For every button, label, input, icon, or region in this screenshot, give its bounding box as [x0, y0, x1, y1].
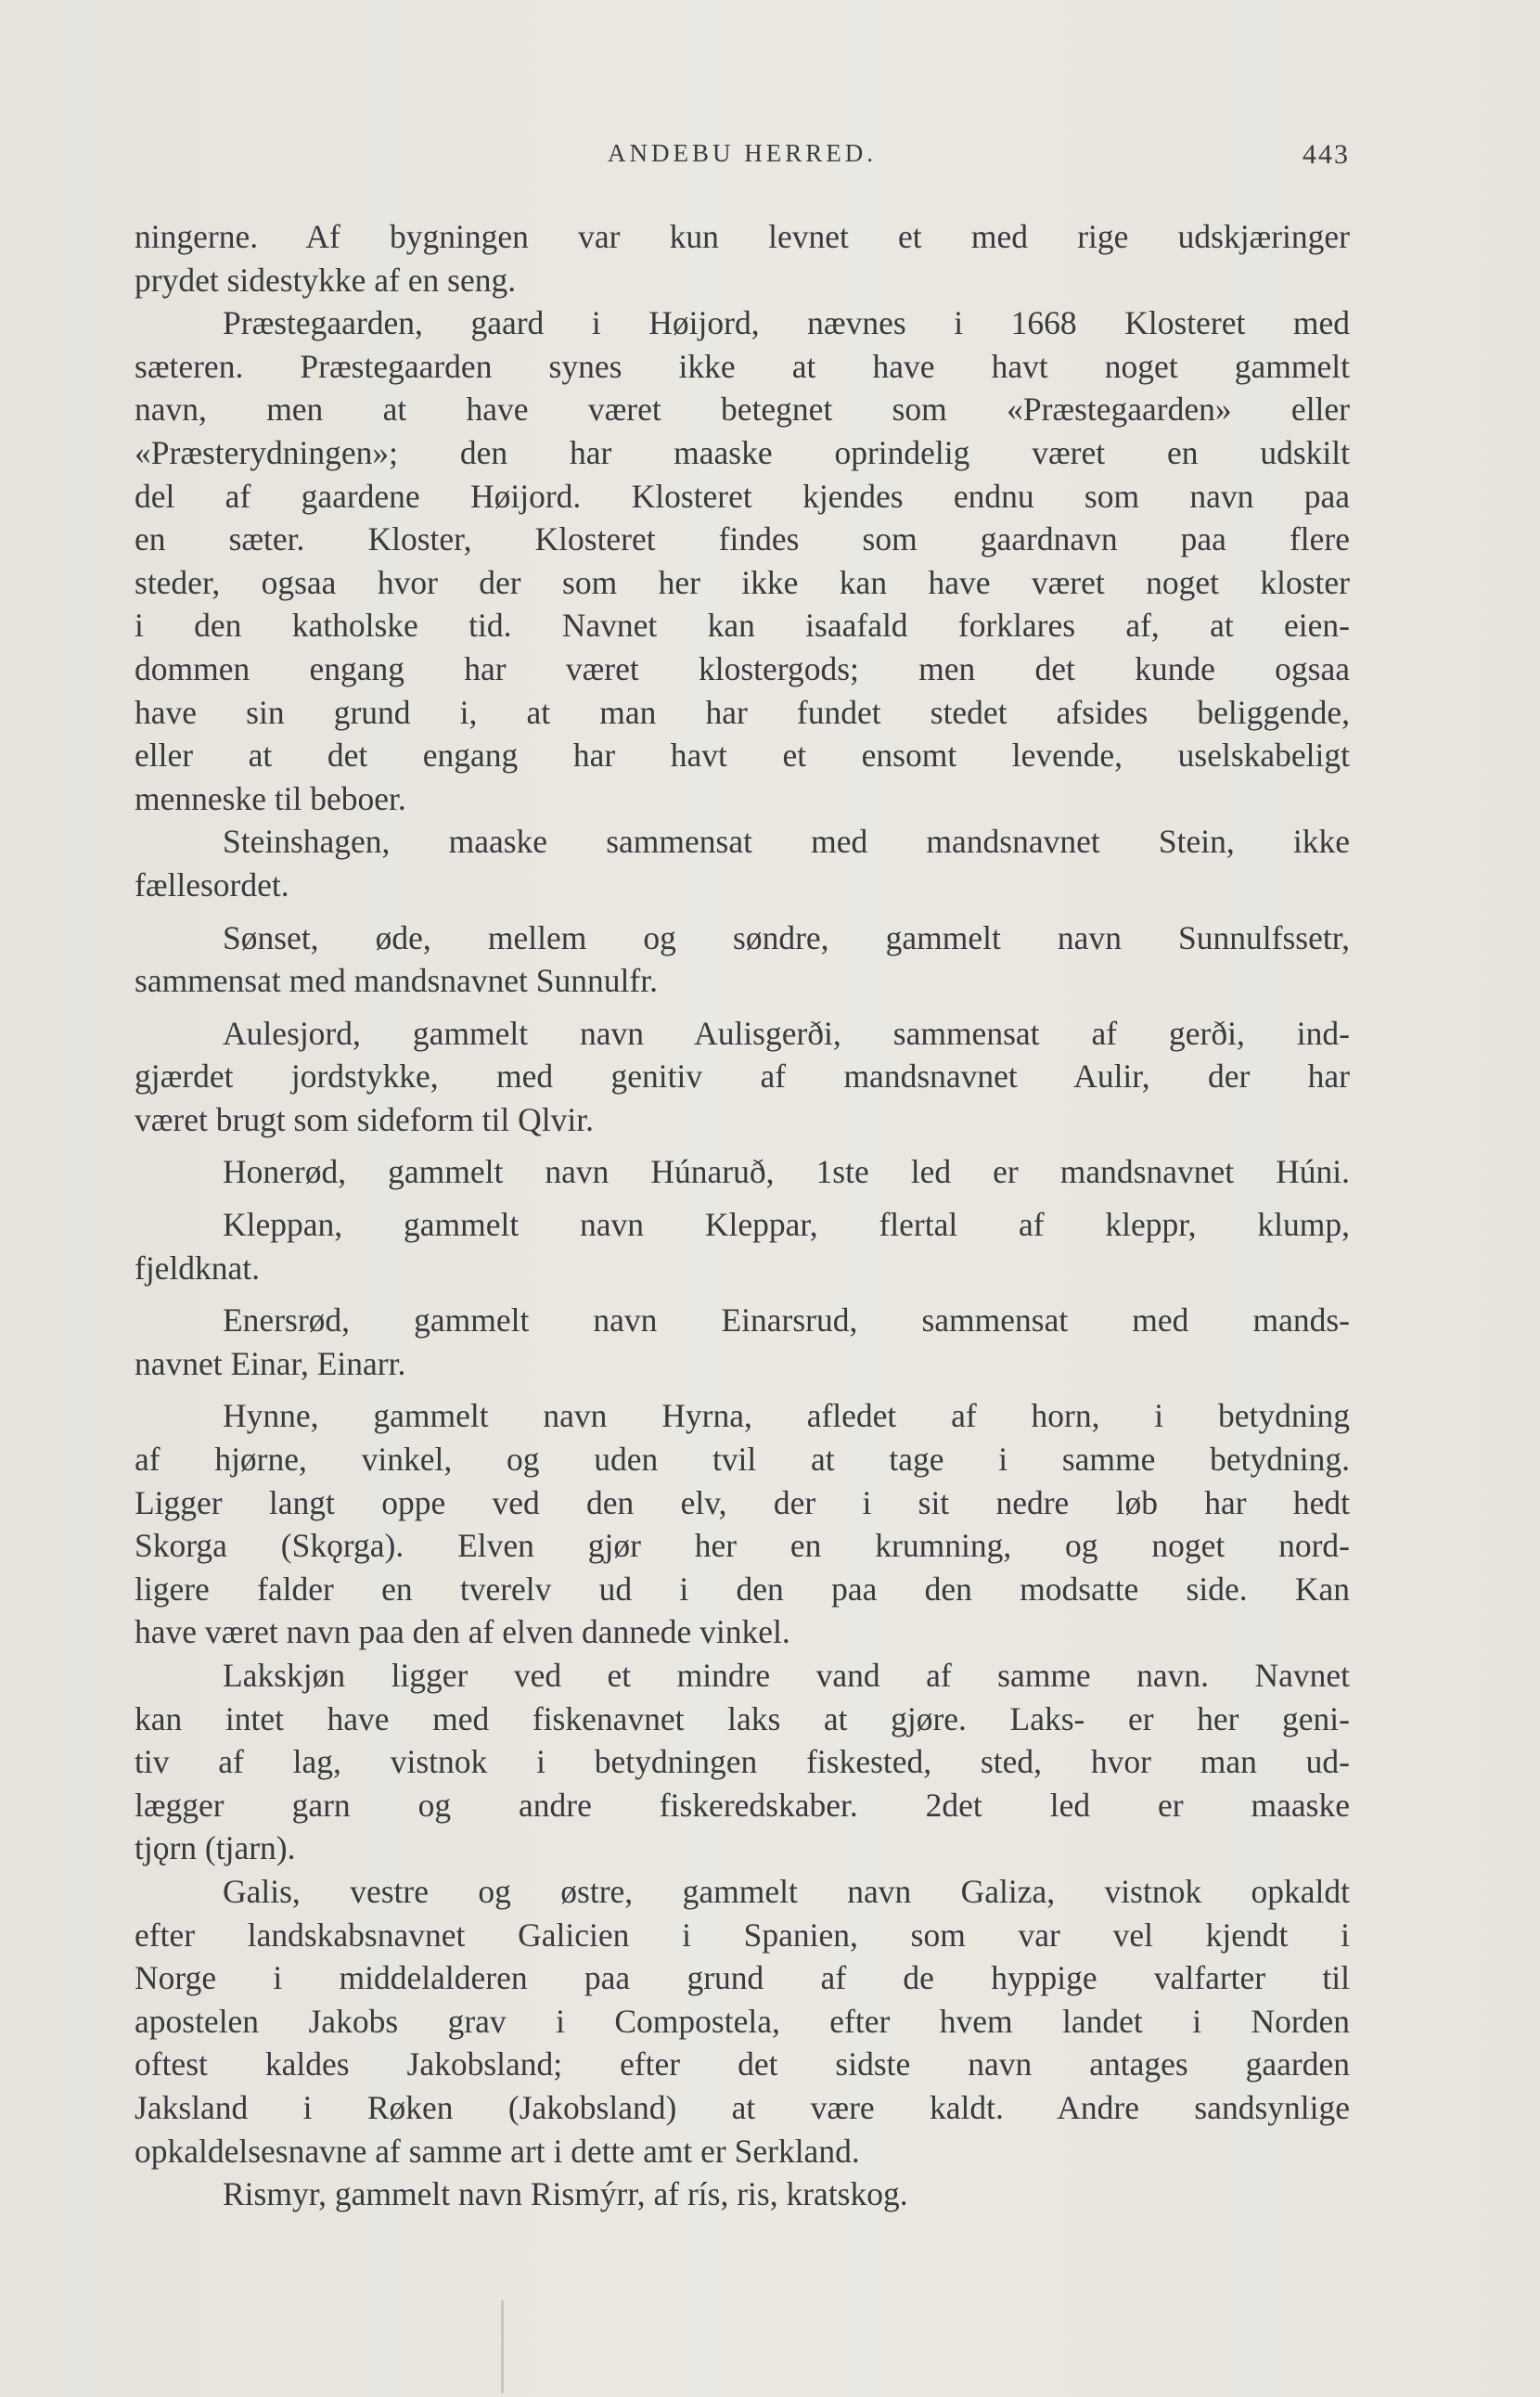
text-line: ligere falder en tverelv ud i den paa den modsatte side. Kan [135, 1570, 1350, 1608]
text-line: have været navn paa den af elven dannede vinkel. [135, 1613, 790, 1651]
text-line: Honerød, gammelt navn Húnaruð, 1ste led er mandsnavnet Húni. [223, 1153, 1350, 1191]
text-line: eller at det engang har havt et ensomt levende, uselskabeligt [135, 737, 1350, 775]
text-line: af hjørne, vinkel, og uden tvil at tage i samme betydning. [135, 1441, 1350, 1479]
text-line: en sæter. Kloster, Klosteret findes som gaardnavn paa flere [135, 520, 1350, 558]
text-line: tjǫrn (tjarn). [135, 1829, 296, 1867]
text-line: Skorga (Skǫrga). Elven gjør her en krumning, og noget nord- [135, 1527, 1350, 1565]
text-line: Præstegaarden, gaard i Høijord, nævnes i 1668 Klosteret med [223, 304, 1350, 342]
text-line: prydet sidestykke af en seng. [135, 261, 517, 299]
text-line: Norge i middelalderen paa grund af de hyppige valfarter til [135, 1959, 1350, 1997]
text-line: Lakskjøn ligger ved et mindre vand af samme navn. Navnet [223, 1657, 1350, 1694]
text-line: ningerne. Af bygningen var kun levnet et med rige udskjæringer [135, 218, 1350, 255]
text-line: «Præsterydningen»; den har maaske oprindelig været en udskilt [135, 433, 1350, 471]
text-line: Jaksland i Røken (Jakobsland) at være kaldt. Andre sandsynlige [135, 2088, 1350, 2126]
text-line: efter landskabsnavnet Galicien i Spanien, som var vel kjendt i [135, 1916, 1350, 1954]
text-line: i den katholske tid. Navnet kan isaafald forklares af, at eien- [135, 607, 1350, 645]
text-line: Hynne, gammelt navn Hyrna, afledet af horn, i betydning [223, 1397, 1350, 1435]
text-line: lægger garn og andre fiskeredskaber. 2det led er maaske [135, 1786, 1350, 1824]
text-line: opkaldelsesnavne af samme art i dette amt er Serkland. [135, 2132, 860, 2170]
text-line: steder, ogsaa hvor der som her ikke kan have været noget kloster [135, 563, 1350, 601]
text-line: navn, men at have været betegnet som «Præstegaarden» eller [135, 391, 1350, 429]
text-line: Enersrød, gammelt navn Einarsrud, sammensat med mands- [223, 1301, 1350, 1340]
text-line: gjærdet jordstykke, med genitiv af mandsnavnet Aulir, der har [135, 1058, 1350, 1096]
text-line: fællesordet. [135, 865, 289, 904]
page-number: 443 [1303, 139, 1350, 170]
text-line: været brugt som sideform til Qlvir. [135, 1100, 594, 1138]
text-line: menneske til beboer. [135, 779, 406, 817]
text-line: del af gaardene Høijord. Klosteret kjendes endnu som navn paa [135, 477, 1350, 515]
page-header [135, 139, 1350, 176]
text-line: Galis, vestre og østre, gammelt navn Galiza, vistnok opkaldt [223, 1872, 1350, 1910]
text-line: Aulesjord, gammelt navn Aulisgerði, sammensat af gerði, ind- [223, 1014, 1350, 1052]
running-head: ANDEBU HERRED. [608, 139, 877, 167]
text-line: Rismyr, gammelt navn Rismýrr, af rís, ris, kratskog. [223, 2175, 908, 2213]
text-line: have sin grund i, at man har fundet stedet afsides beliggende, [135, 693, 1350, 731]
body-text [135, 215, 1350, 2216]
text-line: Sønset, øde, mellem og søndre, gammelt navn Sunnulfssetr, [223, 918, 1350, 956]
text-line: Kleppan, gammelt navn Kleppar, flertal af kleppr, klump, [223, 1206, 1350, 1244]
text-line: tiv af lag, vistnok i betydningen fiskested, sted, hvor man ud- [135, 1743, 1350, 1781]
text-line: kan intet have med fiskenavnet laks at gjøre. Laks- er her geni- [135, 1699, 1350, 1737]
text-line: navnet Einar, Einarr. [135, 1344, 406, 1382]
text-line: dommen engang har været klostergods; men det kunde ogsaa [135, 649, 1350, 687]
text-line: sæteren. Præstegaarden synes ikke at have havt noget gammelt [135, 347, 1350, 385]
scan-crease-mark [501, 2301, 504, 2393]
text-line: Ligger langt oppe ved den elv, der i sit nedre løb har hedt [135, 1483, 1350, 1521]
text-line: sammensat med mandsnavnet Sunnulfr. [135, 962, 658, 1000]
text-line: Steinshagen, maaske sammensat med mandsnavnet Stein, ikke [223, 823, 1350, 861]
text-line: fjeldknat. [135, 1249, 261, 1287]
text-line: oftest kaldes Jakobsland; efter det sidste navn antages gaarden [135, 2045, 1350, 2083]
text-line: apostelen Jakobs grav i Compostela, efter hvem landet i Norden [135, 2002, 1350, 2040]
